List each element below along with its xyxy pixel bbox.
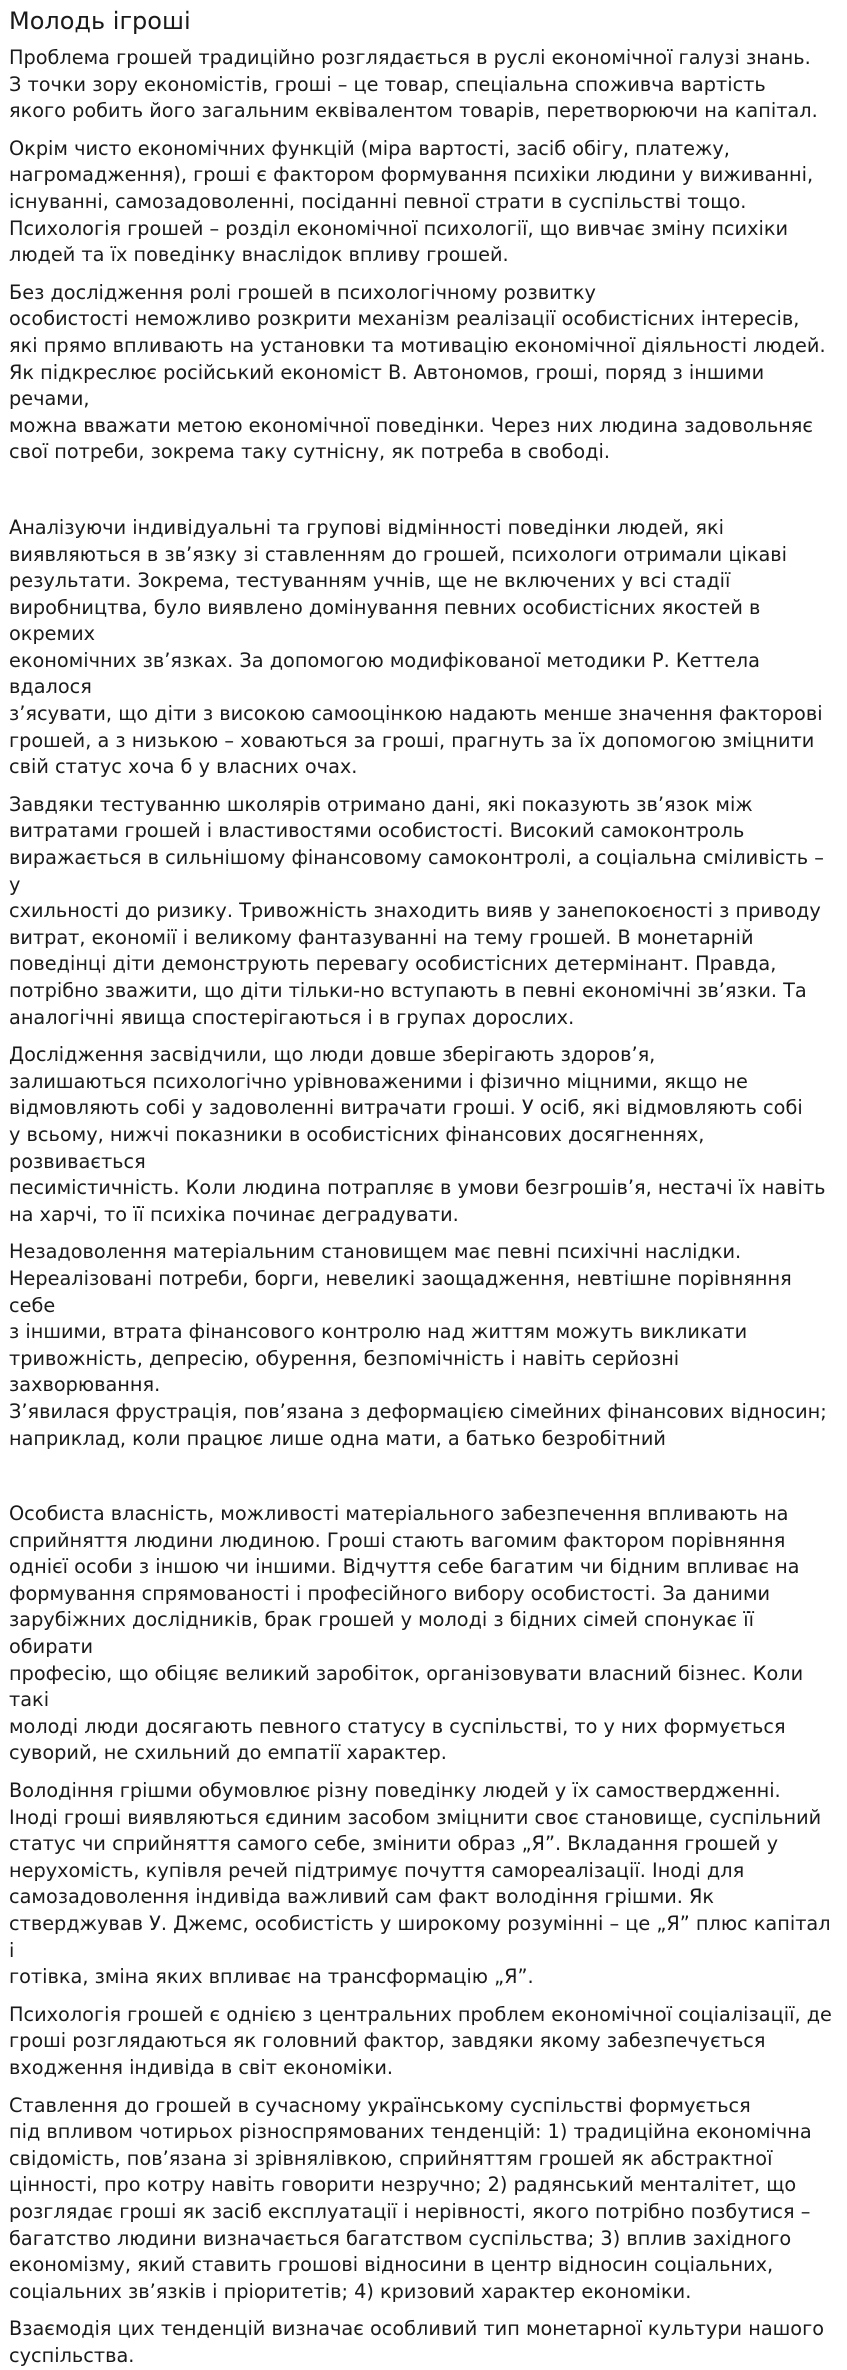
paragraph: Аналізуючи індивідуальні та групові відмінності поведінки людей, які виявляються в зв’язку зі ставленням до грошей, психологи отримали цікаві результати. Зокрема, тестуванням учнів, ще не включених у всі стадії виробництва, було виявлено домінування певних особистісних якостей в окремих економічних зв’язках. За допомогою модифікованої методики Р. Кеттела вдалося з’ясувати, що діти з високою самооцінкою надають менше значення факторові грошей, а з низькою – ховаються за гроші, прагнуть за їх допомогою зміцнити свій статус хоча б у власних очах. — [9, 515, 823, 779]
paragraph: Володіння грішми обумовлює різну поведінку людей у їх самоствердженні. Іноді гроші виявляються єдиним засобом зміцнити своє становище, суспільний статус чи сприйняття самого себе, змінити образ „Я”. Вкладання грошей у нерухомість, купівля речей підтримує почуття самореалізації. Іноді для самозадоволення індивіда важливий сам факт володіння грішми. Як стверджував У. Джемс, особистість у широкому розумінні – це „Я” плюс капітал і готівка, зміна яких впливає на трансформацію „Я”. — [9, 1779, 831, 1989]
paragraph: Взаємодія цих тенденцій визначає особливий тип монетарної культури нашого суспільства. — [9, 2317, 825, 2367]
paragraph: Психологія грошей є однією з центральних проблем економічної соціалізації, де гроші розглядаються як головний фактор, завдяки якому забезпечується входження індивіда в світ економіки. — [9, 2002, 832, 2079]
paragraph: Без дослідження ролі грошей в психологічному розвитку особистості неможливо розкрити механізм реалізації особистісних інтересів, які прямо впливають на установки та мотивацію економічної діяльності людей. Як підкреслює російський економіст В. Автономов, гроші, поряд з іншими речами, можна вважати метою економічної поведінки. Через них людина задовольняє свої потреби, зокрема таку сутнісну, як потреба в свободі. — [9, 280, 826, 464]
paragraph: Окрім чисто економічних функцій (міра вартості, засіб обігу, платежу, нагромадження), гроші є фактором формування психіки людини у виживанні, існуванні, самозадоволенні, посіданні певної страти в суспільстві тощо. Психологія грошей – розділ економічної психології, що вивчає зміну психіки людей та їх поведінку внаслідок впливу грошей. — [9, 136, 814, 267]
paragraph: Завдяки тестуванню школярів отримано дані, які показують зв’язок між витратами грошей і властивостями особистості. Високий самоконтроль виражається в сильнішому фінансовому самоконтролі, а соціальна сміливість – у схильності до ризику. Тривожність знаходить вияв у занепокоєності з приводу витрат, економії і великому фантазуванні на тему грошей. В монетарній поведінці діти демонструють перевагу особистісних детермінант. Правда, потрібно зважити, що діти тільки-но вступають в певні економічні зв’язки. Та аналогічні явища спостерігаються і в групах дорослих. — [9, 792, 824, 1029]
section-society — [9, 1501, 835, 2369]
section-research — [9, 515, 835, 1452]
paragraph: Проблема грошей традиційно розглядається в руслі економічної галузі знань. З точки зору економістів, гроші – це товар, спеціальна споживча вартість якого робить його загальним еквівалентом товарів, перетворюючи на капітал. — [9, 46, 818, 123]
document-title: Молодь ігроші — [9, 7, 191, 35]
paragraph: Ставлення до грошей в сучасному українському суспільстві формується під впливом чотирьох різноспрямованих тенденцій: 1) традиційна економічна свідомість, пов’язана зі зрівнялівкою, сприйняттям грошей як абстрактної цінності, про котру навіть говорити незручно; 2) радянський менталітет, що розглядає гроші як засіб експлуатації і нерівності, якого потрібно позбутися – багатство людини визначається багатством суспільства; 3) вплив західного економізму, який ставить грошові відносини в центр відносин соціальних, соціальних зв’язків і пріоритетів; 4) кризовий характер економіки. — [9, 2093, 812, 2303]
section-spacer — [9, 1463, 835, 1501]
paragraph: Незадоволення матеріальним становищем має певні психічні наслідки. Нереалізовані потреби, борги, невеликі заощадження, невтішне порівняння себе з іншими, втрата фінансового контролю над життям можуть викликати тривожність, депресію, обурення, безпомічність і навіть серйозні захворювання. З’явилася фрустрація, пов’язана з деформацією сімейних фінансових відносин; наприклад, коли працює лише одна мати, а батько безробітний — [9, 1240, 827, 1450]
paragraph: Особиста власність, можливості матеріального забезпечення впливають на сприйняття людини людиною. Гроші стають вагомим фактором порівняння однієї особи з іншою чи іншими. Відчуття себе багатим чи бідним впливає на формування спрямованості і професійного вибору особистості. За даними зарубіжних дослідників, брак грошей у молоді з бідних сімей спонукає її обирати професію, що обіцяє великий заробіток, організовувати власний бізнес. Коли такі молоді люди досягають певного статусу в суспільстві, то у них формується суворий, не схильний до емпатії характер. — [9, 1502, 804, 1765]
section-intro — [9, 45, 835, 466]
paragraph: Дослідження засвідчили, що люди довше зберігають здоров’я, залишаються психологічно урівноваженими і фізично міцними, якщо не відмовляють собі у задоволенні витрачати гроші. У осіб, які відмовляють собі у всьому, нижчі показники в особистісних фінансових досягненнях, розвивається песимістичність. Коли людина потрапляє в умови безгрошів’я, нестачі їх навіть на харчі, то її психіка починає деградувати. — [9, 1043, 826, 1226]
section-spacer — [9, 477, 835, 515]
